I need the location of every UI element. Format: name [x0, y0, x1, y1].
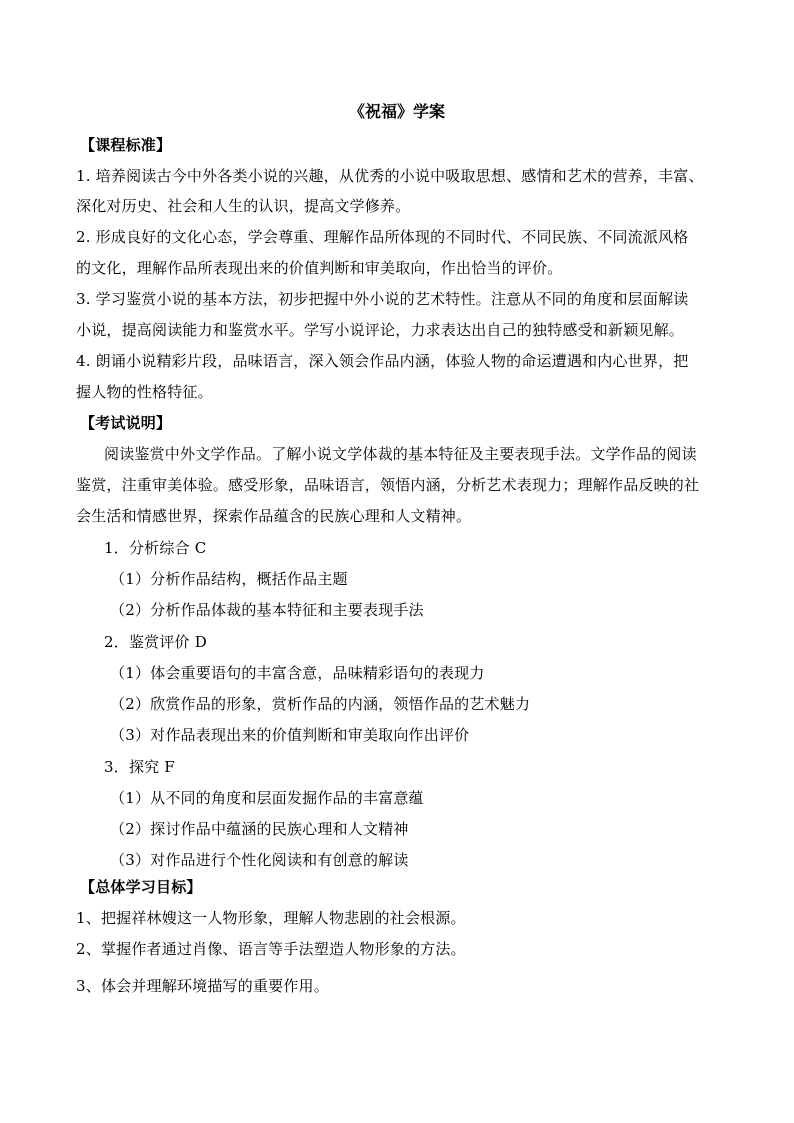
goal-item: 2、掌握作者通过肖像、语言等手法塑造人物形象的方法。: [76, 940, 466, 958]
paragraph-line: 2. 形成良好的文化心态，学会尊重、理解作品所体现的不同时代、不同民族、不同流派风格: [76, 228, 689, 246]
list-item: （2）探讨作品中蕴涵的民族心理和人文精神: [110, 820, 409, 838]
paragraph-line: 鉴赏，注重审美体验。感受形象，品味语言，领悟内涵，分析艺术表现力；理解作品反映的社: [76, 476, 700, 494]
paragraph-line: 会生活和情感世界，探索作品蕴含的民族心理和人文精神。: [76, 507, 472, 525]
document-title: 《祝福》学案: [348, 102, 445, 121]
paragraph-line: 阅读鉴赏中外文学作品。了解小说文学体裁的基本特征及主要表现手法。文学作品的阅读: [104, 445, 697, 463]
paragraph-line: 握人物的性格特征。: [76, 383, 213, 401]
paragraph-line: 1. 培养阅读古今中外各类小说的兴趣，从优秀的小说中吸取思想、感情和艺术的营养，丰富、: [76, 167, 704, 185]
section-heading-goals: 【总体学习目标】: [80, 878, 202, 896]
list-item: 2．鉴赏评价 D: [104, 633, 207, 651]
paragraph-line: 4. 朗诵小说精彩片段，品味语言，深入领会作品内涵，体验人物的命运遭遇和内心世界，把: [76, 352, 689, 370]
list-item: （1）从不同的角度和层面发掘作品的丰富意蕴: [110, 789, 424, 807]
goal-item: 3、体会并理解环境描写的重要作用。: [76, 977, 329, 995]
section-heading-exam: 【考试说明】: [80, 414, 172, 432]
list-item: 1．分析综合 C: [104, 539, 207, 557]
paragraph-line: 深化对历史、社会和人生的认识，提高文学修养。: [76, 197, 411, 215]
list-item: （3）对作品表现出来的价值判断和审美取向作出评价: [110, 726, 470, 744]
paragraph-line: 3. 学习鉴赏小说的基本方法，初步把握中外小说的艺术特性。注意从不同的角度和层面解读: [76, 290, 689, 308]
list-item: （3）对作品进行个性化阅读和有创意的解读: [110, 851, 409, 869]
list-item: 3．探究 F: [104, 758, 175, 776]
list-item: （2）分析作品体裁的基本特征和主要表现手法: [110, 601, 424, 619]
paragraph-line: 小说，提高阅读能力和鉴赏水平。学写小说评论，力求表达出自己的独特感受和新颖见解。: [76, 321, 685, 339]
list-item: （2）欣赏作品的形象，赏析作品的内涵，领悟作品的艺术魅力: [110, 695, 531, 713]
section-heading-curriculum: 【课程标准】: [80, 136, 172, 154]
list-item: （1）体会重要语句的丰富含意，品味精彩语句的表现力: [110, 664, 485, 682]
goal-item: 1、把握祥林嫂这一人物形象，理解人物悲剧的社会根源。: [76, 909, 466, 927]
paragraph-line: 的文化，理解作品所表现出来的价值判断和审美取向，作出恰当的评价。: [76, 259, 563, 277]
list-item: （1）分析作品结构，概括作品主题: [110, 570, 348, 588]
